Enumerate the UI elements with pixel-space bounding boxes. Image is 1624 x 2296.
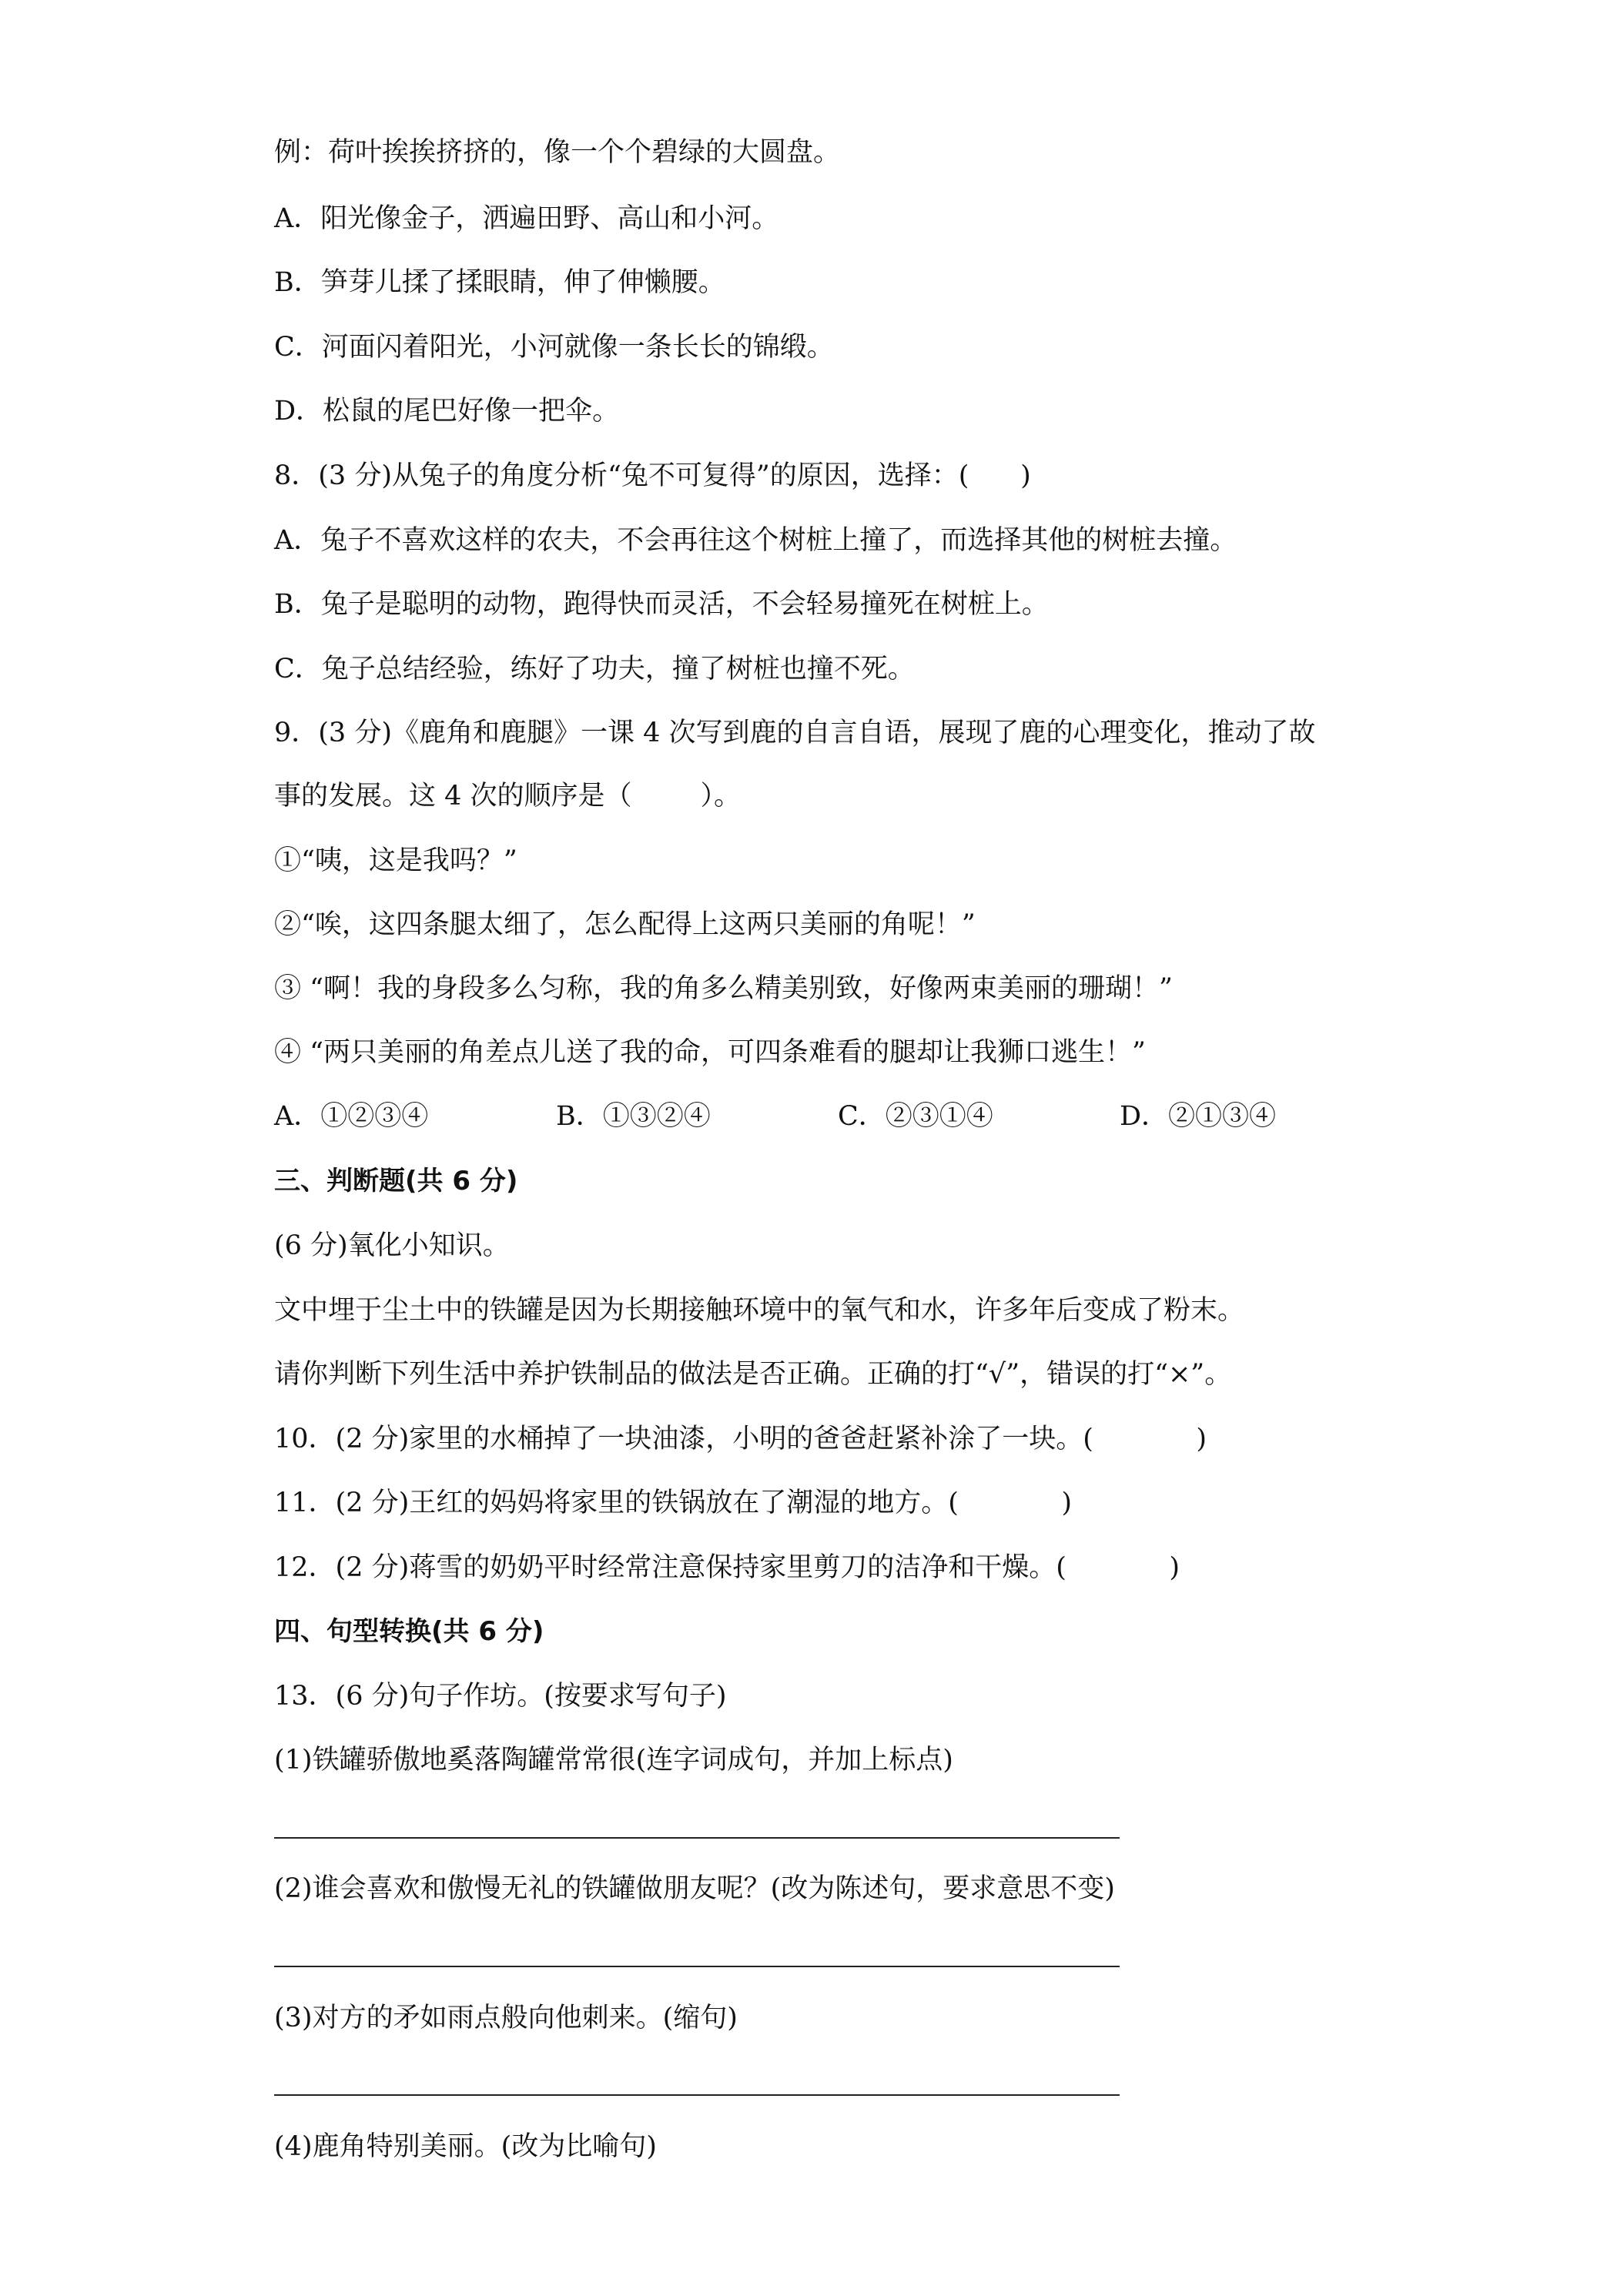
q13-stem: 13．(6 分)句子作坊。(按要求写句子) [274, 1681, 727, 1712]
q9-option-b: B．①③②④ [556, 1101, 711, 1132]
q9-stem-cont: 事的发展。这 4 次的顺序是（ ）。 [274, 781, 742, 812]
q7-option-c: C．河面闪着阳光，小河就像一条长长的锦缎。 [274, 332, 834, 363]
q7-option-b: B．笋芽儿揉了揉眼睛，伸了伸懒腰。 [274, 267, 725, 298]
answer-line-3 [274, 2094, 1120, 2096]
q8-option-c: C．兔子总结经验，练好了功夫，撞了树桩也撞不死。 [274, 654, 915, 684]
q9-option-c: C．②③①④ [838, 1101, 993, 1132]
q9-quote-3: ③ “啊！我的身段多么匀称，我的角多么精美别致，好像两束美丽的珊瑚！” [274, 973, 1173, 1004]
q8-stem: 8．(3 分)从兔子的角度分析“兔不可复得”的原因，选择：( ) [274, 460, 1031, 491]
q12: 12．(2 分)蒋雪的奶奶平时经常注意保持家里剪刀的洁净和干燥。( ) [274, 1552, 1180, 1583]
answer-line-2 [274, 1966, 1120, 1967]
q9-quote-4: ④ “两只美丽的角差点儿送了我的命，可四条难看的腿却让我狮口逃生！” [274, 1037, 1146, 1068]
q13-part-3: (3)对方的矛如雨点般向他刺来。(缩句) [274, 2003, 738, 2033]
q7-option-d: D．松鼠的尾巴好像一把伞。 [274, 396, 620, 427]
q9-option-a: A．①②③④ [274, 1101, 429, 1132]
q9-quote-2: ②“唉，这四条腿太细了，怎么配得上这两只美丽的角呢！” [274, 909, 976, 940]
q13-part-4: (4)鹿角特别美丽。(改为比喻句) [274, 2131, 657, 2162]
q8-option-a: A．兔子不喜欢这样的农夫，不会再往这个树桩上撞了，而选择其他的树桩去撞。 [274, 525, 1237, 556]
q10: 10．(2 分)家里的水桶掉了一块油漆，小明的爸爸赶紧补涂了一块。( ) [274, 1424, 1207, 1454]
section-4-heading: 四、句型转换(共 6 分) [274, 1616, 544, 1647]
q9-options [274, 1099, 1429, 1133]
q7-option-a: A．阳光像金子，洒遍田野、高山和小河。 [274, 203, 779, 234]
section-3-heading: 三、判断题(共 6 分) [274, 1166, 518, 1197]
oxidation-text: 文中埋于尘土中的铁罐是因为长期接触环境中的氧气和水，许多年后变成了粉末。 [274, 1295, 1245, 1326]
oxidation-intro: (6 分)氧化小知识。 [274, 1230, 510, 1261]
q8-option-b: B．兔子是聪明的动物，跑得快而灵活，不会轻易撞死在树桩上。 [274, 589, 1049, 620]
example-sentence: 例：荷叶挨挨挤挤的，像一个个碧绿的大圆盘。 [274, 137, 841, 168]
judgement-instruction: 请你判断下列生活中养护铁制品的做法是否正确。正确的打“√”，错误的打“×”。 [274, 1359, 1232, 1390]
q9-quote-1: ①“咦，这是我吗？” [274, 845, 517, 876]
q13-part-2: (2)谁会喜欢和傲慢无礼的铁罐做朋友呢？(改为陈述句，要求意思不变) [274, 1873, 1115, 1904]
q9-option-d: D．②①③④ [1120, 1101, 1277, 1132]
answer-line-1 [274, 1837, 1120, 1839]
q11: 11．(2 分)王红的妈妈将家里的铁锅放在了潮湿的地方。( ) [274, 1488, 1073, 1518]
q13-part-1: (1)铁罐骄傲地奚落陶罐常常很(连字词成句，并加上标点) [274, 1745, 953, 1776]
q9-stem: 9．(3 分)《鹿角和鹿腿》一课 4 次写到鹿的自言自语，展现了鹿的心理变化，推动了故 [274, 718, 1316, 748]
